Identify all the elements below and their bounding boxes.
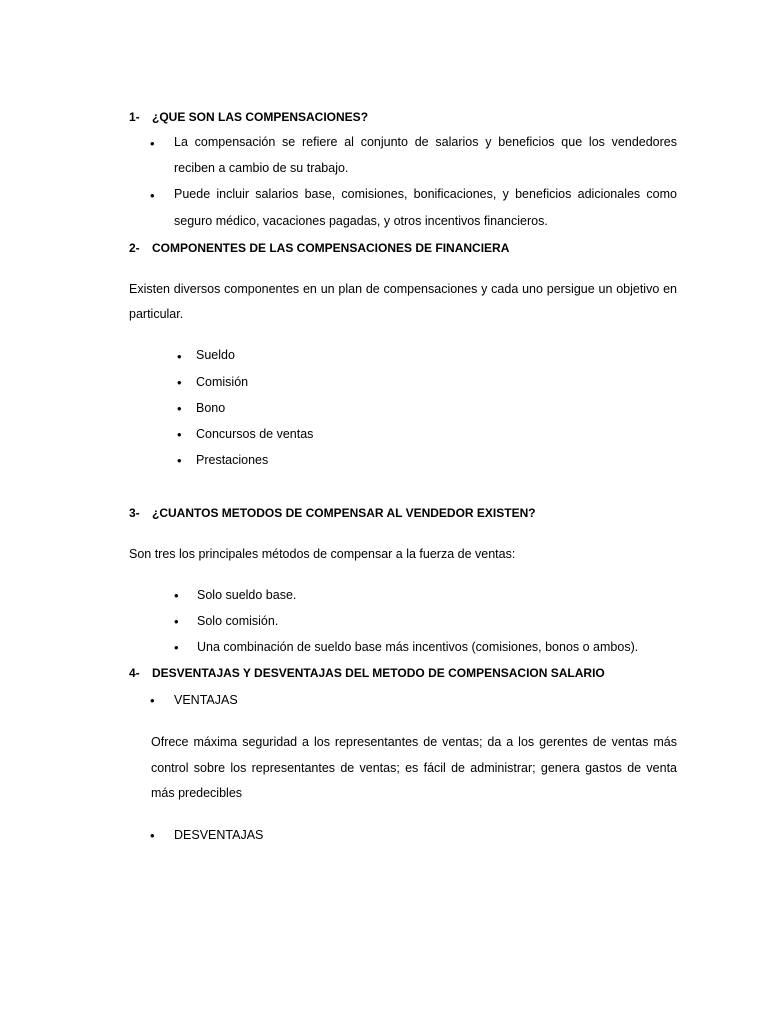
bullet-icon: • [174, 588, 179, 603]
ventajas-text-line-1: Ofrece máxima seguridad a los representantes de ventas; da a los gerentes de ventas más [151, 735, 677, 749]
bullet-icon: • [150, 136, 155, 151]
section-2-intro-line-1: Existen diversos componentes en un plan de compensaciones y cada uno persigue un objetivo en [129, 282, 677, 296]
section-4-number: 4- [129, 666, 140, 680]
section-3-intro: Son tres los principales métodos de compensar a la fuerza de ventas: [129, 547, 516, 561]
section-2-intro-line-2: particular. [129, 307, 184, 321]
section-2-heading: COMPONENTES DE LAS COMPENSACIONES DE FINANCIERA [152, 241, 510, 255]
bullet-icon: • [177, 349, 182, 364]
section-1-bullet-2-line-1: Puede incluir salarios base, comisiones, bonificaciones, y beneficios adicionales como [174, 187, 677, 201]
bullet-icon: • [150, 188, 155, 203]
component-item: Prestaciones [196, 453, 269, 467]
ventajas-text-line-3: más predecibles [151, 786, 243, 800]
section-1-bullet-1-line-2: reciben a cambio de su trabajo. [174, 161, 349, 175]
ventajas-text-line-2: control sobre los representantes de ventas; es fácil de administrar; genera gastos de venta [151, 761, 677, 775]
section-1-bullet-2-line-2: seguro médico, vacaciones pagadas, y otros incentivos financieros. [174, 214, 548, 228]
bullet-icon: • [177, 453, 182, 468]
bullet-icon: • [177, 427, 182, 442]
method-item: Solo comisión. [197, 614, 279, 628]
bullet-icon: • [177, 375, 182, 390]
section-3-number: 3- [129, 506, 140, 520]
section-3-heading: ¿CUANTOS METODOS DE COMPENSAR AL VENDEDOR EXISTEN? [152, 506, 536, 520]
method-item: Una combinación de sueldo base más incentivos (comisiones, bonos o ambos). [197, 640, 639, 654]
bullet-icon: • [174, 614, 179, 629]
bullet-icon: • [150, 693, 155, 708]
method-item: Solo sueldo base. [197, 588, 297, 602]
section-2-number: 2- [129, 241, 140, 255]
bullet-icon: • [150, 828, 155, 843]
component-item: Concursos de ventas [196, 427, 314, 441]
section-1-heading: ¿QUE SON LAS COMPENSACIONES? [152, 110, 369, 124]
component-item: Bono [196, 401, 226, 415]
component-item: Sueldo [196, 348, 235, 362]
section-1-bullet-1-line-1: La compensación se refiere al conjunto de salarios y beneficios que los vendedores [174, 135, 677, 149]
bullet-icon: • [174, 640, 179, 655]
component-item: Comisión [196, 375, 249, 389]
ventajas-label: VENTAJAS [174, 693, 238, 707]
section-4-heading: DESVENTAJAS Y DESVENTAJAS DEL METODO DE COMPENSACION SALARIO [152, 666, 605, 680]
section-1-number: 1- [129, 110, 140, 124]
bullet-icon: • [177, 401, 182, 416]
desventajas-label: DESVENTAJAS [174, 828, 264, 842]
